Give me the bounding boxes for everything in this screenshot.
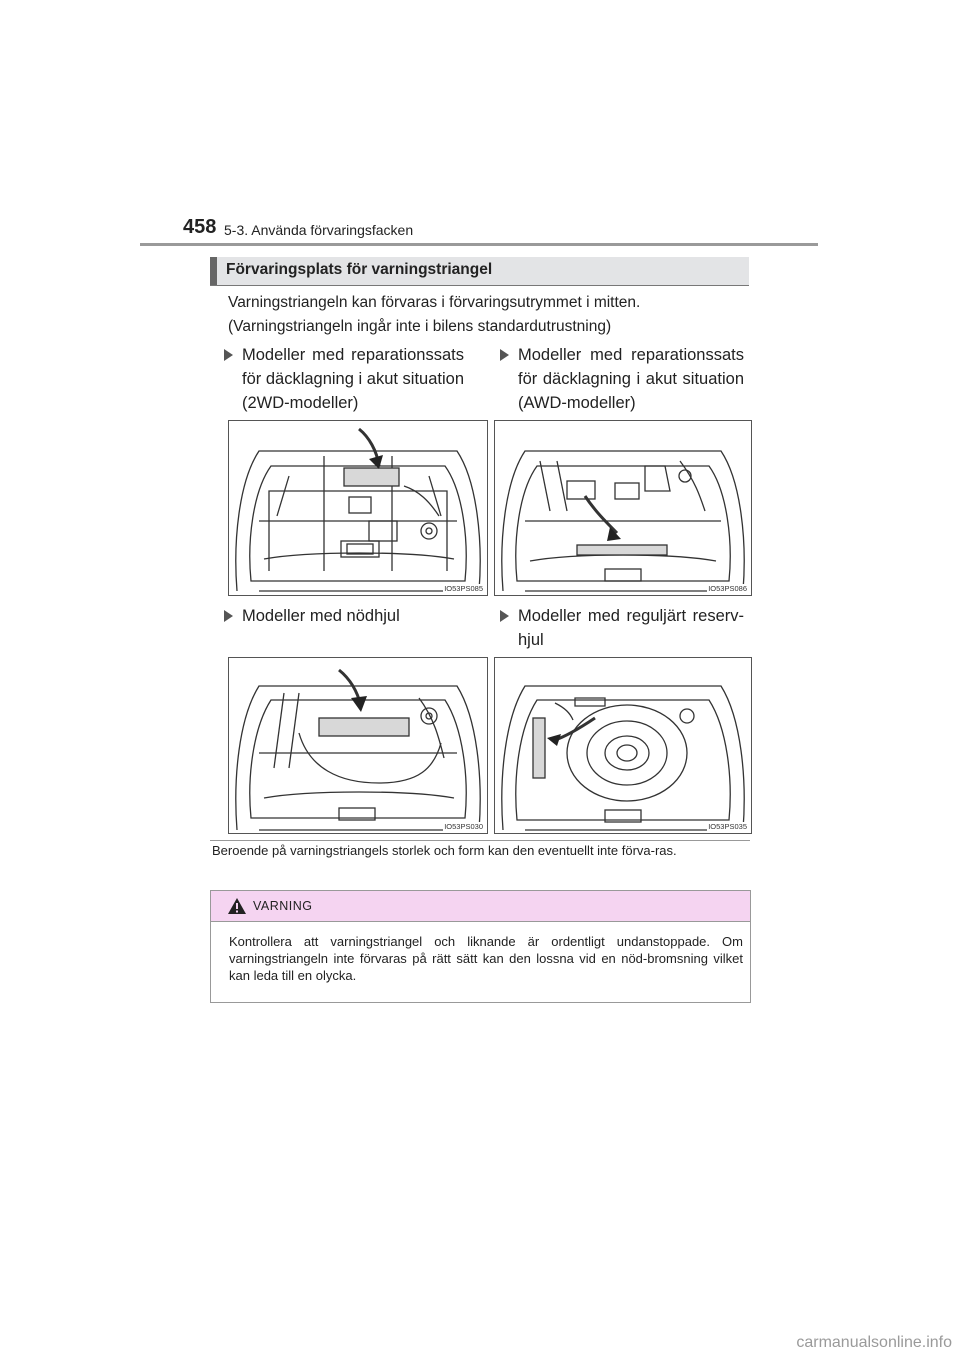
bullet-triangle-icon: [500, 343, 512, 415]
figure-code: IO53PS030: [444, 822, 483, 831]
intro-line-1: Varningstriangeln kan förvaras i förvaringsutrymmet i mitten.: [228, 294, 641, 311]
warning-header: [211, 891, 750, 922]
section-heading: [210, 257, 749, 286]
trunk-illustration: [495, 421, 751, 595]
storage-area-highlight: [577, 545, 667, 555]
header-rule: [140, 243, 818, 246]
warning-box: [210, 890, 751, 1003]
figure-trunk-space-saver: [228, 657, 488, 834]
trunk-illustration: [229, 421, 487, 595]
figure-divider: [210, 840, 750, 841]
section-title: Förvaringsplats för varningstriangel: [226, 261, 493, 278]
section-heading-bar: [210, 257, 217, 285]
storage-area-highlight: [533, 718, 545, 778]
bullet-triangle-icon: [224, 604, 236, 628]
storage-area-highlight: [319, 718, 409, 736]
warning-body: Kontrollera att varningstriangel och liknande är ordentligt undanstoppade. Om varningstriangeln inte förvaras på rätt sätt kan den lossna vid en nöd-bromsning vilket kan leda till en olycka.: [229, 934, 743, 983]
figure-caption-1: Modeller med reparationssats för däcklagning i akut situation (2WD-modeller): [224, 343, 464, 415]
figure-code: IO53PS086: [708, 584, 747, 593]
figure-code: IO53PS035: [708, 822, 747, 831]
trunk-illustration: [495, 658, 751, 833]
bullet-triangle-icon: [224, 343, 236, 415]
figure-caption-4: Modeller med reguljärt reserv-hjul: [500, 604, 744, 652]
warning-triangle-icon: [227, 897, 247, 915]
bullet-triangle-icon: [500, 604, 512, 652]
warning-title: VARNING: [253, 899, 313, 913]
figure-trunk-2wd: [228, 420, 488, 596]
figure-caption-3: Modeller med nödhjul: [224, 604, 464, 628]
figure-code: IO53PS085: [444, 584, 483, 593]
footnote-text: Beroende på varningstriangels storlek och form kan den eventuellt inte förva-ras.: [212, 843, 677, 858]
figure-trunk-awd: [494, 420, 752, 596]
figure-caption-2: Modeller med reparationssats för däcklagning i akut situation (AWD-modeller): [500, 343, 744, 415]
figure-trunk-regular-spare: [494, 657, 752, 834]
intro-line-2: (Varningstriangeln ingår inte i bilens standardutrustning): [228, 318, 612, 335]
storage-area-highlight: [344, 468, 399, 486]
page-number: 458: [183, 216, 217, 238]
trunk-illustration: [229, 658, 487, 833]
watermark: carmanualsonline.info: [796, 1334, 952, 1351]
chapter-title: 5-3. Använda förvaringsfacken: [224, 222, 414, 238]
intro-text: [228, 291, 768, 339]
